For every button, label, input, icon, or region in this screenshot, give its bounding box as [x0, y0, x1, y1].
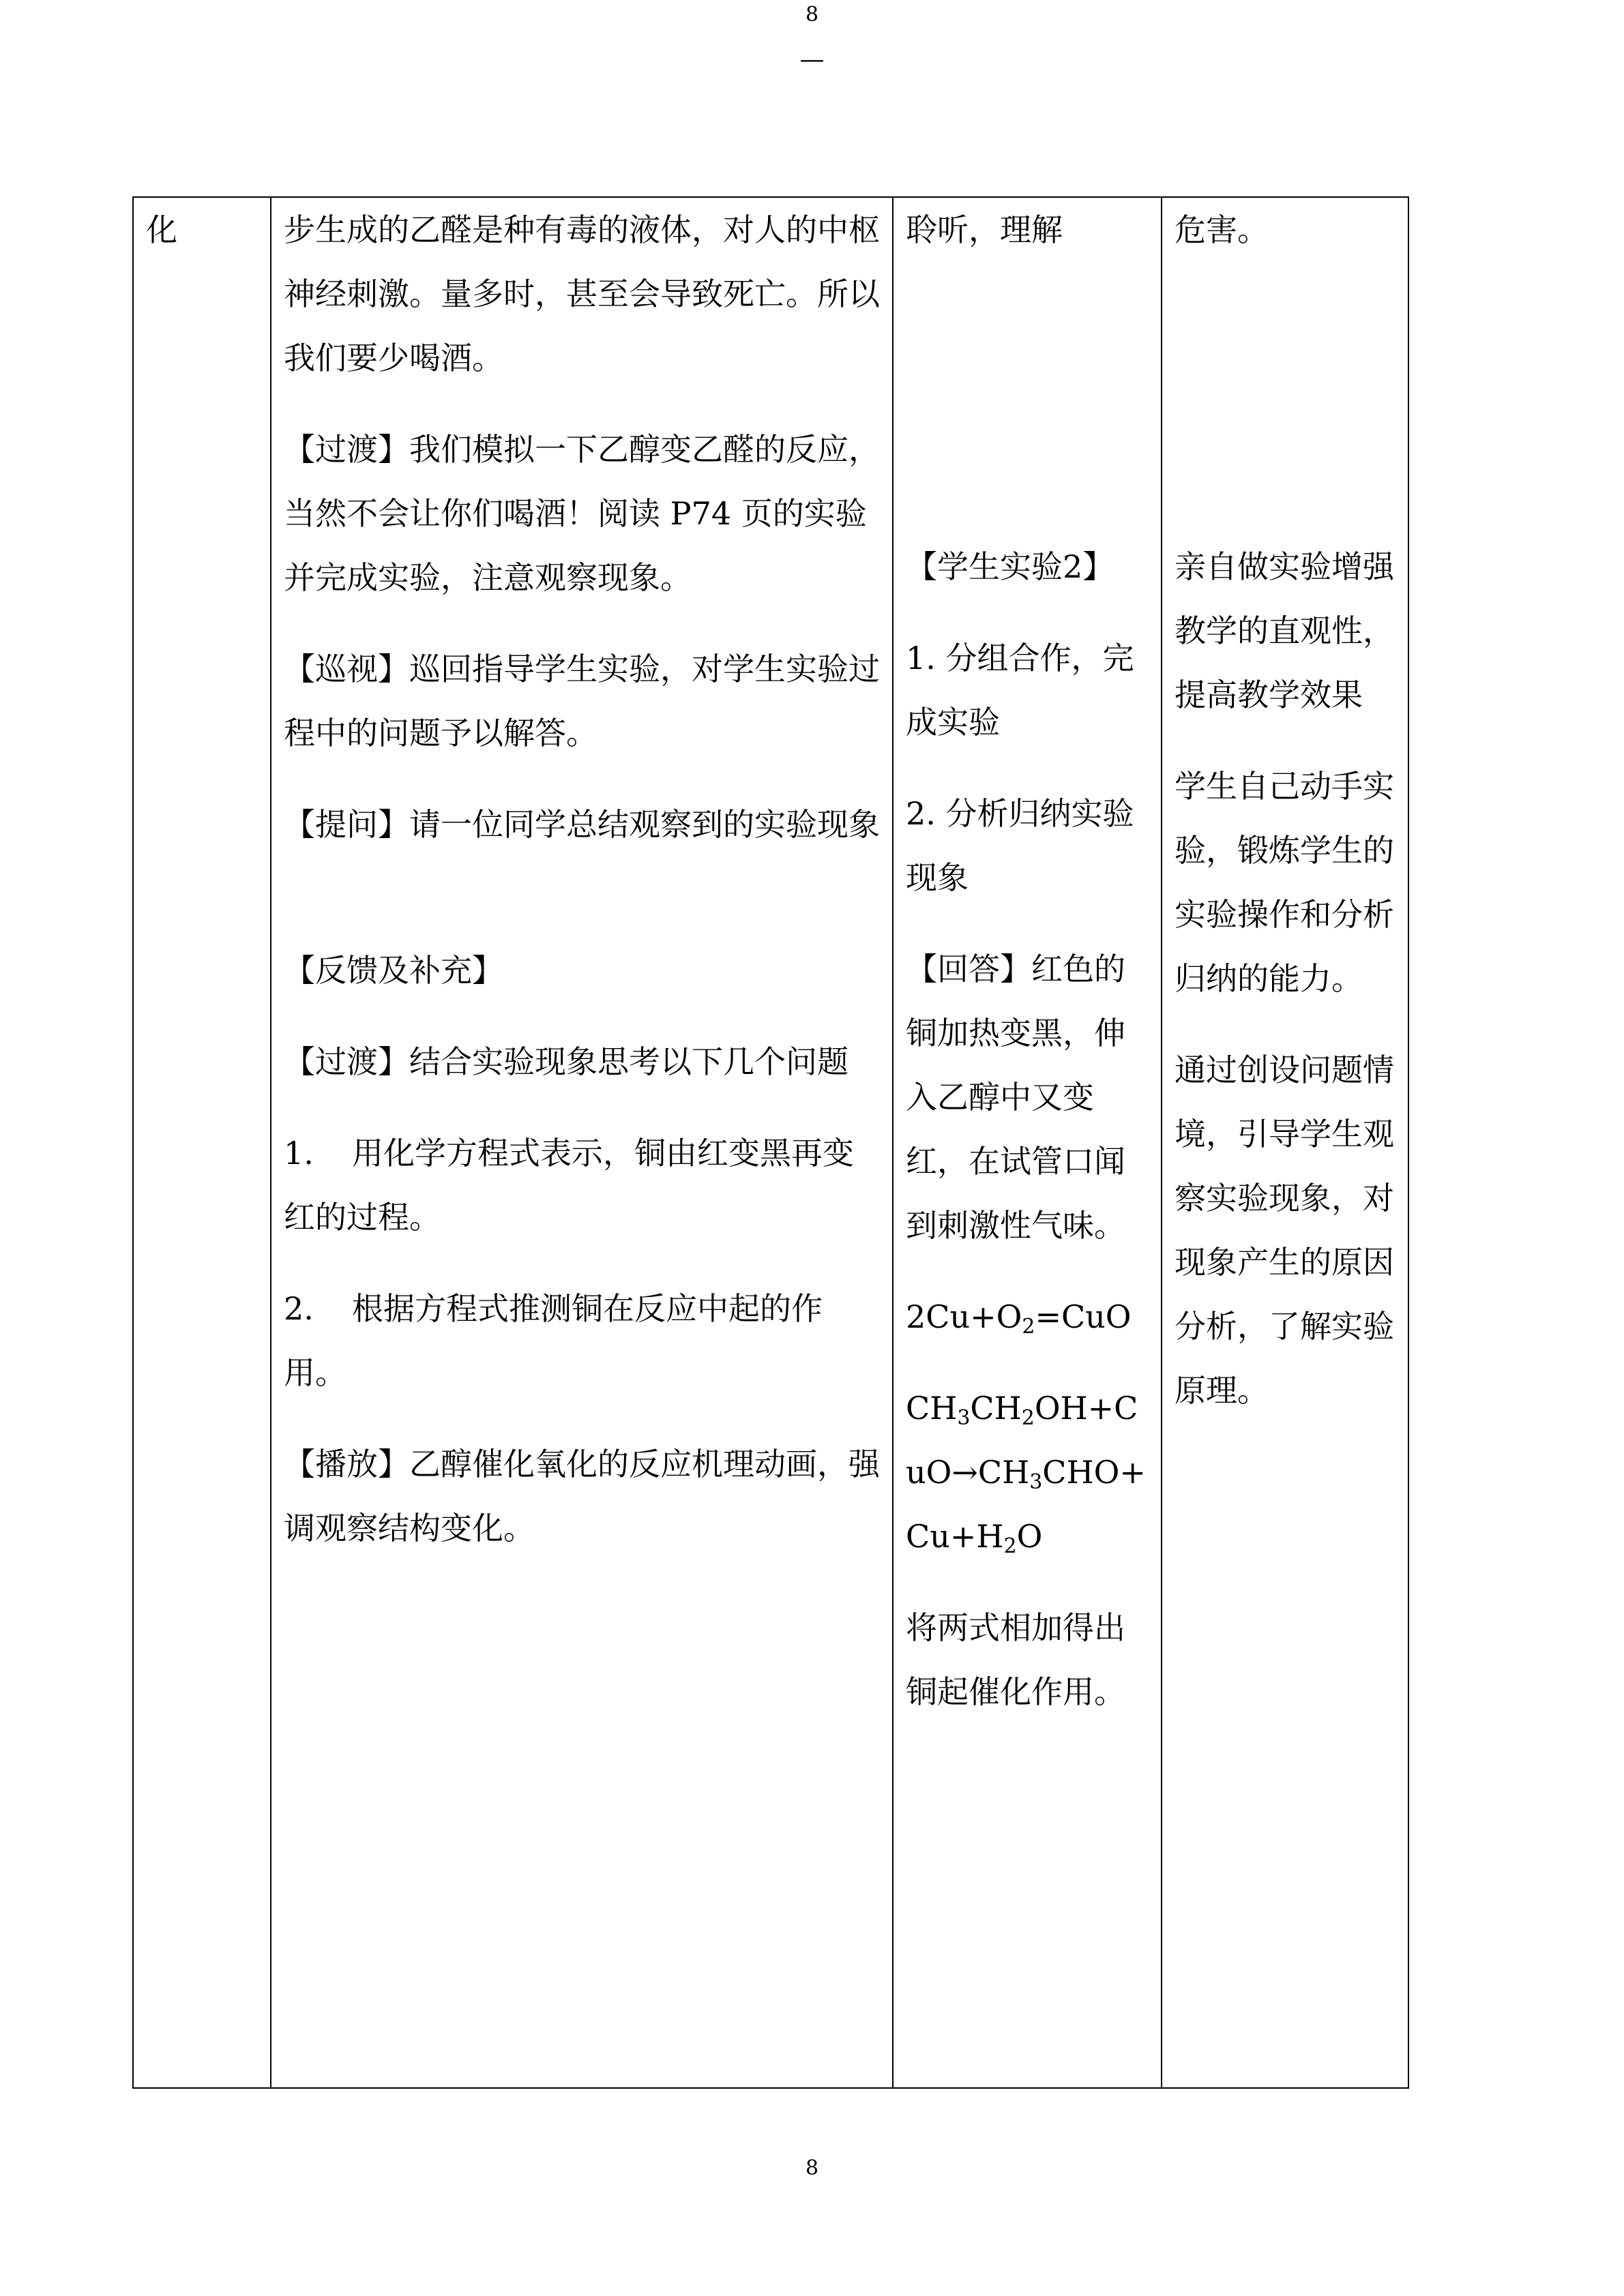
transition-paragraph-2: 【过渡】结合实验现象思考以下几个问题 [284, 1043, 848, 1080]
answer-text: 【回答】红色的铜加热变黑，伸入乙醇中又变红，在试管口闻到刺激性气味。 [906, 951, 1125, 1244]
table-row [133, 197, 1408, 2088]
stage-label: 化 [146, 211, 177, 248]
listen-text: 聆听，理解 [906, 211, 1063, 248]
feedback-paragraph: 【反馈及补充】 [284, 952, 503, 989]
text-paragraph: 步生成的乙醛是种有毒的液体，对人的中枢神经刺激。量多时，甚至会导致死亡。所以我们要少喝酒。 [284, 211, 880, 376]
page-number-top: 8 [805, 3, 819, 27]
header-dash: — [799, 46, 825, 74]
lesson-table [132, 196, 1409, 2089]
experiment-title: 【学生实验2】 [906, 548, 1114, 585]
experiment-item-2: 2. 分析归纳实验现象 [906, 795, 1134, 896]
teacher-activity-cell [271, 197, 893, 2088]
conclusion-text: 将两式相加得出铜起催化作用。 [906, 1609, 1125, 1710]
stage-cell [133, 197, 271, 2088]
experiment-item-1: 1. 分组合作，完成实验 [906, 640, 1134, 741]
intent-text-4: 通过创设问题情境，引导学生观察实验现象，对现象产生的原因分析，了解实验原理。 [1175, 1052, 1394, 1409]
equation-2: $CH_3CH_2OH+CuO\to CH_3CHO+Cu+H_2O$ [906, 1390, 1146, 1558]
page-number-bottom: 8 [805, 2156, 819, 2180]
question-item-2: 2. 根据方程式推测铜在反应中起的作用。 [284, 1290, 823, 1391]
patrol-paragraph: 【巡视】巡回指导学生实验，对学生实验过程中的问题予以解答。 [284, 651, 880, 751]
question-paragraph: 【提问】请一位同学总结观察到的实验现象 [284, 806, 880, 843]
intent-text-3: 学生自己动手实验，锻炼学生的实验操作和分析归纳的能力。 [1175, 768, 1394, 997]
design-intent-cell [1162, 197, 1408, 2088]
play-paragraph: 【播放】乙醇催化氧化的反应机理动画，强调观察结构变化。 [284, 1446, 880, 1547]
question-item-1: 1. 用化学方程式表示，铜由红变黑再变红的过程。 [284, 1135, 854, 1236]
intent-text-1: 危害。 [1175, 211, 1269, 248]
intent-text-2: 亲自做实验增强教学的直观性，提高教学效果 [1175, 548, 1394, 713]
transition-paragraph: 【过渡】我们模拟一下乙醇变乙醛的反应，当然不会让你们喝酒！阅读 P74 页的实验并完成实验，注意观察现象。 [284, 431, 880, 596]
equation-1: $2Cu+O_2=CuO$ [906, 1298, 1132, 1339]
student-activity-cell [893, 197, 1162, 2088]
